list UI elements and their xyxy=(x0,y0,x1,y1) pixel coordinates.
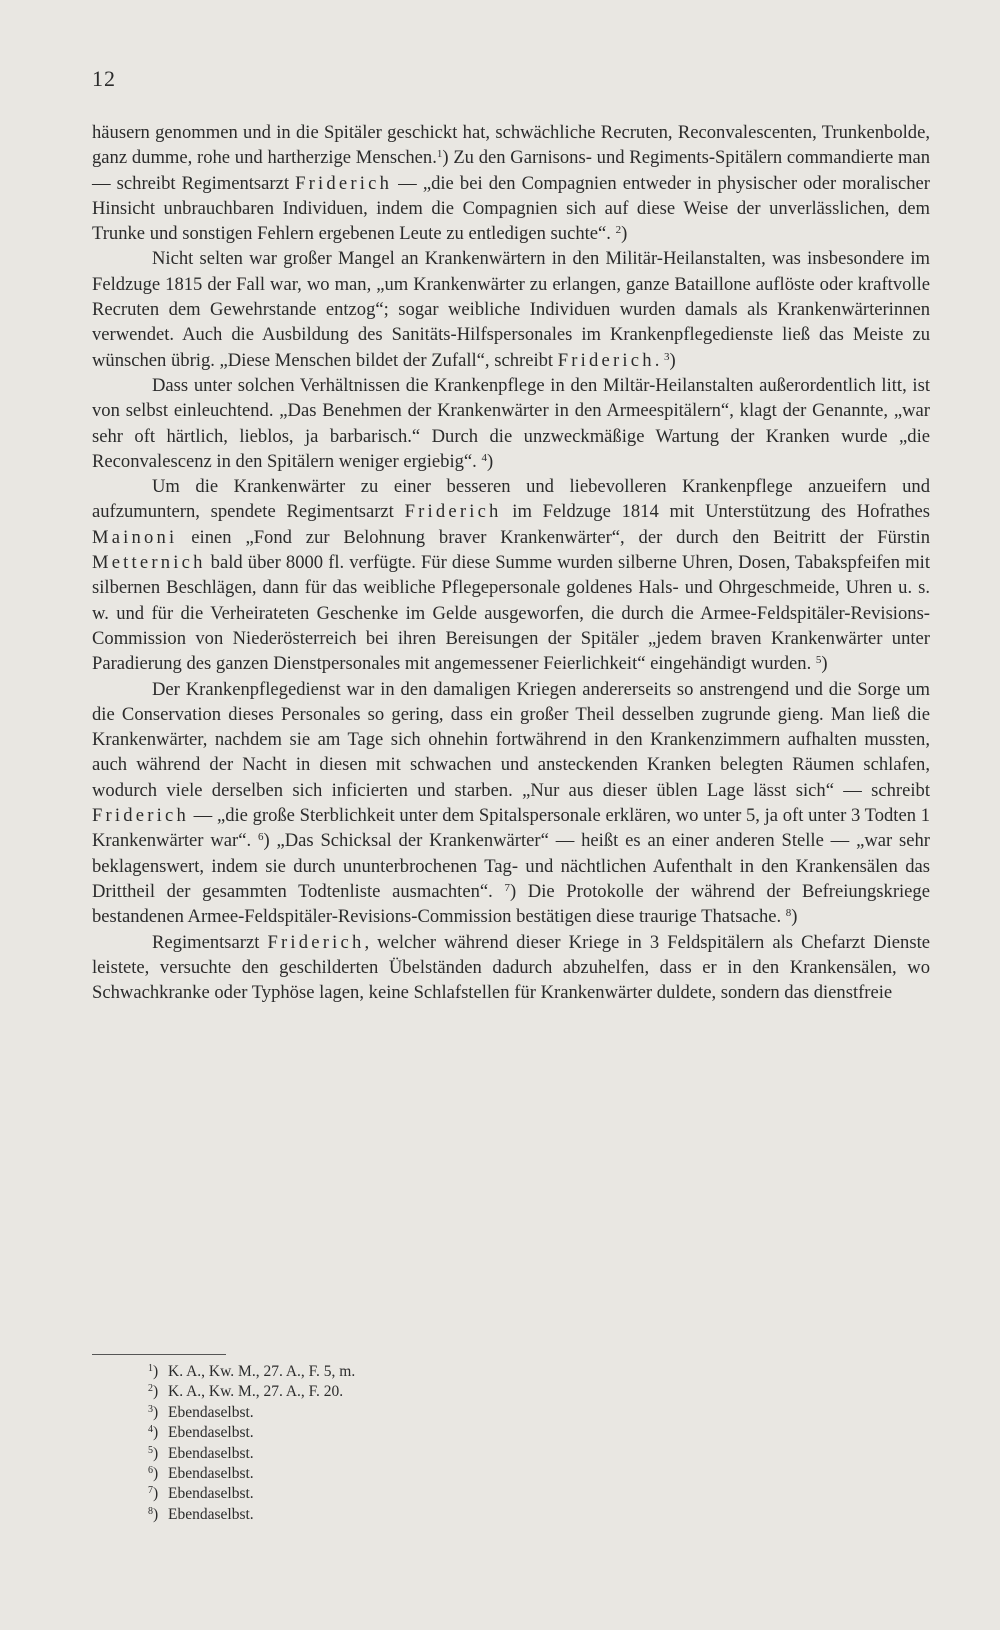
footnote-ref: 3 xyxy=(664,350,670,363)
text-run: Der Krankenpflegedienst war in den damaligen Kriegen andererseits so anstrengend und die Sorge um die Conservation dieses Personales so gering, dass ein großer Theil desselben zugrunde gieng. Man ließ die Krankenwärter, nachdem sie am Tage sich ohnehin fortwährend in den Krankenzimmern aufhalten mussten, auch während der Nacht in diesen mit schwachen und ansteckenden Kranken belegten Räumen schlafen, wodurch viele derselben sich inficierten und starben. „Nur aus dieser üblen Lage lässt sich“ — schreibt xyxy=(92,678,930,801)
text-run: , welcher während dieser Kriege in 3 Feldspitälern als Chefarzt Dienste leistete, versuchte den geschilderten Übelständen dadurch abzuhelfen, dass er in den Krankensälen, wo Schwachkranke oder Typhöse lagen, keine Schlafstellen für Krankenwärter duldete, sondern das dienstfreie xyxy=(92,931,931,1004)
footnote-text: Ebendaselbst. xyxy=(168,1505,254,1523)
footnote-2: $^2$) K. A., Kw. M., 27. A., F. 20. xyxy=(148,1383,344,1401)
footnote-text: Ebendaselbst. xyxy=(168,1485,254,1503)
paragraph-4 xyxy=(92,474,930,676)
text-run: ) „Das Schicksal der Krankenwärter“ — heißt es an einer anderen Stelle — „war sehr beklagenswert, indem sie durch ununterbrochenen Tag- und nächtlichen Aufenthalt in den Krankensälen das Drittheil der gesammten Todtenliste ausmachten“. xyxy=(92,830,930,902)
footnote-ref: 6 xyxy=(257,831,264,844)
text-run: ) xyxy=(821,653,828,675)
person-name: Metternich xyxy=(92,552,206,574)
page-number: 12 xyxy=(92,66,116,91)
footnote-ref: 8 xyxy=(785,907,792,920)
text-run: ) xyxy=(791,906,798,928)
footnote-number: 1 xyxy=(148,1363,153,1374)
footnote-ref: 1 xyxy=(436,148,443,161)
text-run: ) Die Protokolle der während der Befreiungskriege bestandenen Armee-Feldspitäler-Revisions-Commission bestätigen diese traurige Thatsache. xyxy=(92,880,930,928)
footnote-text: K. A., Kw. M., 27. A., F. 20. xyxy=(168,1383,344,1401)
footnote-text: Ebendaselbst. xyxy=(168,1424,254,1442)
paragraph-3 xyxy=(92,373,930,474)
person-name: Friderich xyxy=(267,931,365,953)
paragraph-5 xyxy=(92,677,930,930)
paragraph-6 xyxy=(92,930,930,1006)
footnote-divider xyxy=(92,1354,226,1355)
text-run: — „die bei den Compagnien entweder in physischer oder moralischer Hinsicht unbrauchbaren Individuen, indem die Compagnien sich auf diese Weise der unverlässlichen, dem Trunke und sonstigen Fehlern ergebenen Leute zu entledigen suchte“. xyxy=(92,172,930,245)
person-name: Friderich xyxy=(404,501,502,523)
footnote-text: Ebendaselbst. xyxy=(168,1403,254,1421)
footnote-number: 7 xyxy=(148,1485,153,1497)
text-run: im Feldzuge 1814 mit Unterstützung des Hofrathes xyxy=(501,501,930,523)
text-run: Regimentsarzt xyxy=(152,931,268,953)
text-run: Nicht selten war großer Mangel an Krankenwärtern in den Militär-Heilanstalten, was insbesondere im Feldzuge 1815 der Fall war, wo man, „um Krankenwärter zu erlangen, ganze Bataillone auflöste oder kraftvolle Recruten dem Gewehrstande entzog“; sogar weibliche Individuen wurden damals als Krankenwärterinnen verwendet. Auch die Ausbildung des Sanitäts-Hilfspersonales im Krankenpflegedienste ließ das Meiste zu wünschen übrig. „Diese Menschen bildet der Zufall“, schreibt xyxy=(92,248,930,371)
footnote-7: $^7$) Ebendaselbst. xyxy=(148,1485,254,1503)
footnotes xyxy=(148,1362,748,1525)
text-run: häusern genommen und in die Spitäler geschickt hat, schwächliche Recruten, Reconvalescenten, Trunkenbolde, ganz dumme, rohe und hartherzige Menschen. xyxy=(92,122,930,169)
footnote-6: $^6$) Ebendaselbst. xyxy=(148,1465,254,1483)
text-run: bald über 8000 fl. verfügte. Für diese Summe wurden silberne Uhren, Dosen, Tabakspfeifen mit silbernen Beschlägen, dann für das weibliche Pflegepersonale goldenes Hals- und Ohrgeschmeide, Uhren u. s. w. und für die Verheirateten Geschenke im Gelde ausgeworfen, die durch die Armee-Feldspitäler-Revisions-Commission von Niederösterreich bei ihren Bereisungen der Spitäler „jedem braven Krankenwärter unter Paradierung des ganzen Dienstpersonales mit angemessener Feierlichkeit“ eingehändigt wurden. xyxy=(92,552,930,675)
text-run: . xyxy=(654,349,664,371)
text-run: ) xyxy=(669,349,676,371)
paragraph-1 xyxy=(92,120,930,246)
footnote-number: 3 xyxy=(148,1403,153,1415)
footnote-text: Ebendaselbst. xyxy=(168,1465,254,1483)
text-run: ) xyxy=(486,450,494,472)
footnote-3: $^3$) Ebendaselbst. xyxy=(148,1403,254,1421)
footnote-number: 2 xyxy=(148,1383,153,1395)
paragraph-2 xyxy=(92,246,930,372)
person-name: Mainoni xyxy=(92,526,178,548)
text-run: ) Zu den Garnisons- und Regiments-Spitälern commandierte man — schreibt Regimentsarzt xyxy=(92,147,931,194)
text-run: Dass unter solchen Verhältnissen die Krankenpflege in den Miltär-Heilanstalten außerordentlich litt, ist von selbst einleuchtend. „Das Benehmen der Krankenwärter in den Armeespitälern“, klagt der Genannte, „war sehr oft härtlich, lieblos, ja barbarisch.“ Durch die unzweckmäßige Wartung der Kranken wurde „die Reconvalescenz in den Spitälern weniger ergiebig“. xyxy=(92,374,930,472)
footnote-number: 4 xyxy=(148,1424,153,1436)
footnote-1: $^1$) K. A., Kw. M., 27. A., F. 5, m. xyxy=(148,1363,356,1380)
text-run: — „die große Sterblichkeit unter dem Spitalspersonale erklären, wo unter 5, ja oft unter 3 Todten 1 Krankenwärter war“. xyxy=(92,805,930,852)
text-run: einen „Fond zur Belohnung braver Krankenwärter“, der durch den Beitritt der Fürstin xyxy=(177,526,930,548)
footnote-4: $^4$) Ebendaselbst. xyxy=(148,1424,254,1442)
person-name: Friderich xyxy=(295,172,393,194)
text-run: Um die Krankenwärter zu einer besseren und liebevolleren Krankenpflege anzueifern und aufzumuntern, spendete Regimentsarzt xyxy=(92,476,930,523)
footnote-text: Ebendaselbst. xyxy=(168,1444,254,1462)
person-name: Friderich xyxy=(557,349,655,371)
footnote-8: $^8$) Ebendaselbst. xyxy=(148,1505,254,1523)
footnote-ref: 5 xyxy=(815,654,822,667)
footnote-text: K. A., Kw. M., 27. A., F. 5, m. xyxy=(168,1363,356,1380)
footnote-5: $^5$) Ebendaselbst. xyxy=(148,1444,254,1462)
footnote-ref: 4 xyxy=(481,451,487,464)
text-run: ) xyxy=(621,223,628,245)
body-text xyxy=(92,120,930,1005)
footnote-number: 5 xyxy=(148,1444,153,1456)
footnote-ref: 7 xyxy=(504,881,510,894)
footnote-ref: 2 xyxy=(615,224,622,237)
footnote-number: 8 xyxy=(148,1505,153,1517)
footnote-number: 6 xyxy=(148,1465,153,1477)
person-name: Friderich xyxy=(92,805,189,827)
